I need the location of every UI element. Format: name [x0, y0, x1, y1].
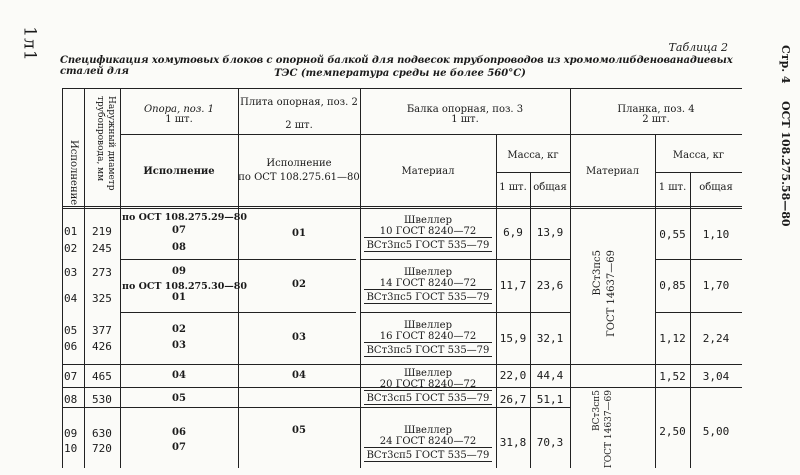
header-balka: Балка опорная, поз. 3 [406, 104, 524, 115]
header-plita-isp: Исполнение [266, 158, 332, 169]
header-massa2: Масса, кг [672, 150, 725, 161]
balka-mass-one: 22,0 [499, 369, 527, 382]
header-total2: общая [699, 182, 733, 193]
table-number: Таблица 2 [668, 41, 728, 54]
balka-mass-total: 51,1 [536, 393, 564, 406]
header-balka-qty: 1 шт. [451, 114, 479, 125]
table-title-line2: ТЭС (температура среды не более 560°С) [274, 68, 526, 79]
header-planka-qty: 2 шт. [642, 114, 670, 125]
opora-value: 04 [172, 370, 186, 381]
balka-gost: 24 ГОСТ 8240—72 [364, 436, 492, 448]
row-isp: 04 [64, 292, 78, 305]
plita-value: 01 [292, 228, 306, 239]
row-isp: 07 [64, 370, 78, 383]
opora-value: 05 [172, 393, 186, 404]
planka-mass-one: 0,55 [659, 228, 686, 241]
header-one2: 1 шт. [658, 182, 687, 193]
side-page: Стр. 4 [779, 45, 792, 84]
plita-value: 02 [292, 279, 306, 290]
row-diameter: 325 [92, 292, 112, 305]
row-isp: 03 [64, 266, 78, 279]
plita-value: 05 [292, 425, 306, 436]
planka-mat-b: ГОСТ 14637—69 [606, 250, 617, 337]
planka-mass-one: 1,52 [659, 370, 686, 383]
side-header [779, 45, 792, 241]
balka-name: Швеллер [404, 267, 452, 278]
header-material: Материал [401, 166, 455, 177]
balka-gost: 16 ГОСТ 8240—72 [364, 331, 492, 343]
row-diameter: 219 [92, 225, 112, 238]
row-diameter: 720 [92, 442, 112, 455]
header-ispolnenie: Исполнение [68, 140, 79, 206]
balka-steel: ВСт3сп5 ГОСТ 535—79 [364, 393, 492, 405]
header-opora-qty: 1 шт. [165, 114, 193, 125]
balka-mass-total: 70,3 [536, 436, 564, 449]
opora-value: 07 [172, 442, 186, 453]
planka-mass-total: 2,24 [702, 332, 730, 345]
header-diameter: Наружный диаметр трубопровода, мм [95, 96, 116, 191]
row-diameter: 426 [92, 340, 112, 353]
opora-value: 08 [172, 242, 186, 253]
row-isp: 10 [64, 442, 78, 455]
balka-gost: 20 ГОСТ 8240—72 [364, 379, 492, 391]
balka-mass-one: 26,7 [499, 393, 527, 406]
page-mark: 1л1 [19, 26, 40, 62]
balka-mass-one: 31,8 [499, 436, 527, 449]
planka-mass-total: 1,10 [702, 228, 730, 241]
planka-mass-one: 2,50 [659, 425, 686, 438]
opora-ost-ref: по ОСТ 108.275.29—80 [122, 212, 248, 223]
opora-value: 03 [172, 340, 186, 351]
balka-mass-one: 6,9 [503, 226, 523, 239]
row-isp: 09 [64, 427, 78, 440]
planka-mass-total: 3,04 [702, 370, 730, 383]
opora-value: 07 [172, 225, 186, 236]
header-planka: Планка, поз. 4 [617, 104, 695, 115]
balka-gost: 14 ГОСТ 8240—72 [364, 278, 492, 290]
row-isp: 01 [64, 225, 78, 238]
row-diameter: 630 [92, 427, 112, 440]
planka-mass-total: 1,70 [702, 279, 730, 292]
balka-steel: ВСт3сп5 ГОСТ 535—79 [364, 450, 492, 462]
balka-steel: ВСт3пс5 ГОСТ 535—79 [364, 345, 492, 357]
balka-mass-one: 15,9 [499, 332, 527, 345]
row-isp: 06 [64, 340, 78, 353]
planka-mass-total: 5,00 [702, 425, 730, 438]
row-isp: 08 [64, 393, 78, 406]
planka-mat-a: ВСт3сп5 [592, 390, 602, 431]
opora-value: 06 [172, 427, 186, 438]
balka-mass-total: 32,1 [536, 332, 564, 345]
balka-mass-total: 23,6 [536, 279, 564, 292]
header-material2: Материал [585, 166, 640, 177]
header-plita-ost: по ОСТ 108.275.61—80 [238, 172, 360, 183]
header-opora-isp: Исполнение [143, 166, 215, 177]
planka-mat-b: ГОСТ 14637—69 [604, 390, 614, 469]
balka-mass-total: 44,4 [536, 369, 564, 382]
row-diameter: 465 [92, 370, 112, 383]
opora-value: 01 [172, 292, 186, 303]
row-diameter: 273 [92, 266, 112, 279]
plita-value: 04 [292, 370, 306, 381]
table-title: Спецификация хомутовых блоков с опорной балкой для подвесок трубопроводов из хромомолибденованадиевых сталей для [60, 55, 733, 77]
header-total: общая [533, 182, 567, 193]
balka-name: Швеллер [404, 425, 452, 436]
opora-ost-ref: по ОСТ 108.275.30—80 [122, 281, 248, 292]
row-diameter: 245 [92, 242, 112, 255]
row-diameter: 530 [92, 393, 112, 406]
planka-mass-one: 0,85 [659, 279, 686, 292]
planka-material-2 [590, 390, 630, 470]
header-plita: Плита опорная, поз. 2 [240, 97, 358, 108]
header-massa: Масса, кг [507, 150, 559, 161]
header-plita-qty: 2 шт. [285, 120, 313, 131]
row-isp: 05 [64, 324, 78, 337]
row-diameter: 377 [92, 324, 112, 337]
balka-name: Швеллер [404, 368, 452, 379]
header-opora: Опора, поз. 1 [143, 104, 214, 115]
opora-value: 02 [172, 324, 186, 335]
plita-value: 03 [292, 332, 306, 343]
balka-steel: ВСт3пс5 ГОСТ 535—79 [364, 240, 492, 252]
planka-material-1 [590, 250, 630, 350]
planka-mass-one: 1,12 [659, 332, 686, 345]
planka-mat-a: ВСт3пс5 [592, 250, 603, 296]
balka-name: Швеллер [404, 215, 452, 226]
balka-mass-one: 11,7 [499, 279, 527, 292]
opora-value: 09 [172, 266, 186, 277]
balka-steel: ВСт3пс5 ГОСТ 535—79 [364, 292, 492, 304]
balka-mass-total: 13,9 [536, 226, 564, 239]
side-doc: ОСТ 108.275.58—80 [779, 101, 792, 227]
row-isp: 02 [64, 242, 78, 255]
balka-name: Швеллер [404, 320, 452, 331]
balka-gost: 10 ГОСТ 8240—72 [364, 226, 492, 238]
header-one: 1 шт. [499, 182, 527, 193]
